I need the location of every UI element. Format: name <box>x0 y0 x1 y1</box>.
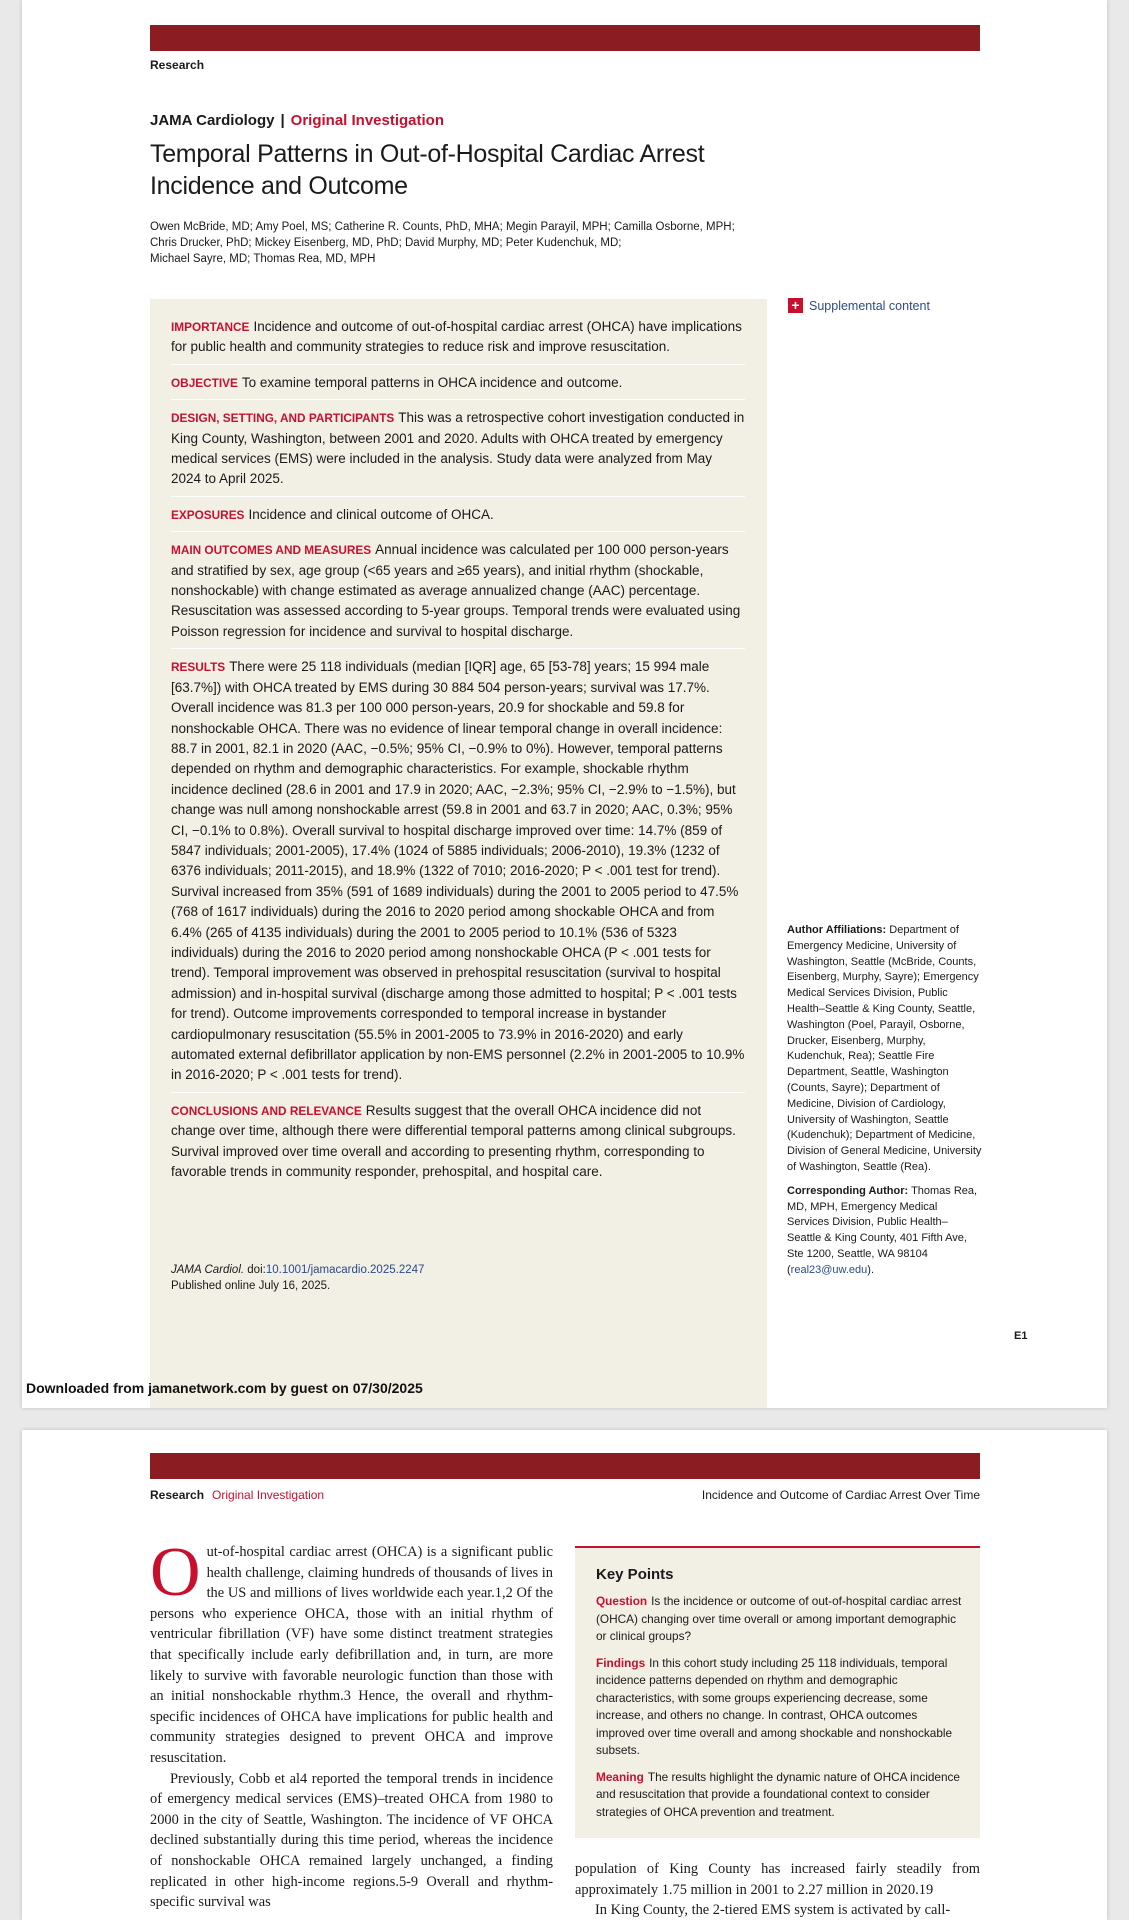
running-header-left <box>150 1488 324 1502</box>
abstract-outcomes <box>171 540 745 649</box>
abstract-conclusions <box>171 1101 745 1189</box>
header-bar <box>150 1453 980 1479</box>
download-note: Downloaded from jamanetwork.com by guest on 07/30/2025 <box>26 1380 423 1396</box>
published-date: Published online July 16, 2025. <box>171 1280 331 1292</box>
abstract-importance <box>171 317 745 365</box>
section-label: Research <box>150 58 205 72</box>
corresponding-text: Thomas Rea, MD, MPH, Emergency Medical Services Division, Public Health–Seattle & King County, 401 Fifth Ave, Ste 1200, Seattle, WA 98104 <box>787 1184 978 1260</box>
key-point-meaning <box>596 1769 964 1822</box>
body-column-right <box>575 1859 980 1920</box>
supplemental-label: Supplemental content <box>809 298 930 313</box>
key-point-heading: Findings <box>596 1655 646 1670</box>
abstract-objective <box>171 373 745 400</box>
abstract-exposures <box>171 505 745 532</box>
article-title: Temporal Patterns in Out-of-Hospital Cardiac Arrest Incidence and Outcome <box>150 140 705 200</box>
abstract-text: This was a retrospective cohort investigation conducted in King County, Washington, between 2001 and 2020. Adults with OHCA treated by emergency medical services (EMS) were included in the analysis. Study data were analyzed from May 2024 to April 2025. <box>171 410 745 487</box>
key-point-findings <box>596 1655 964 1760</box>
affiliations-text: Department of Emergency Medicine, University of Washington, Seattle (McBride, Counts, Eisenberg, Murphy, Sayre); Emergency Medical Services Division, Public Health–Seattle & King County, Seattle, Washington (Poel, Parayil, Osborne, Drucker, Eisenberg, Murphy, Kudenchuk, Rea); Seattle Fire Department, Seattle, Washington (Counts, Sayre); Department of Medicine, Division of Cardiology, University of Washington, Seattle (Kudenchuk); Department of Medicine, Division of General Medicine, University of Washington, Seattle (Rea). <box>787 924 982 1173</box>
affiliations-heading: Author Affiliations: <box>787 924 887 936</box>
abstract-design <box>171 408 745 497</box>
key-point-question <box>596 1593 964 1646</box>
body-paragraph: Previously, Cobb et al4 reported the temporal trends in incidence of emergency medical services (EMS)–treated OHCA from 1980 to 2000 in the city of Seattle, Washington. The incidence of VF OHCA declined substantially during this time period, whereas the incidence of nonshockable OHCA remained largely unchanged, a finding replicated in other high-income regions.5-9 Overall and rhythm-specific survival was <box>150 1770 553 1911</box>
abstract-heading: MAIN OUTCOMES AND MEASURES <box>171 543 372 558</box>
abstract-heading: DESIGN, SETTING, AND PARTICIPANTS <box>171 411 395 426</box>
drop-cap: O <box>150 1534 201 1611</box>
abstract-text: There were 25 118 individuals (median [IQR] age, 65 [53-78] years; 15 994 male [63.7%]) with OHCA treated by EMS during 30 884 504 person-years; survival was 17.7%. Overall incidence was 81.3 per 100 000 person-years, 20.9 for shockable and 59.8 for nonshockable OHCA. There was no evidence of linear temporal change in overall incidence: 88.7 in 2001, 82.1 in 2020 (AAC, −0.5%; 95% CI, −0.9% to 0%). However, temporal patterns depended on rhythm and demographic characteristics. For example, shockable rhythm incidence declined (28.6 in 2001 and 17.9 in 2020; AAC, −2.3%; 95% CI, −2.9% to −1.5%), but change was null among nonshockable arrest (59.8 in 2001 and 63.7 in 2020; AAC, 0.3%; 95% CI, −0.1% to 0.8%). Overall survival to hospital discharge improved over time: 14.7% (859 of 5847 individuals; 2001-2005), 17.4% (1024 of 5885 individuals; 2006-2010), 19.3% (1232 of 6376 individuals; 2011-2015), and 18.9% (1322 of 7010; 2016-2020; P < .001 test for trend). Survival increased from 35% (591 of 1689 individuals) during the 2001 to 2005 period to 47.5% (768 of 1617 individuals) during the 2016 to 2020 period among shockable OHCA and from 6.4% (265 of 4135 individuals) during the 2001 to 2005 period to 10.1% (536 of 5323 individuals) during the 2016 to 2020 period among nonshockable OHCA (P < .001 tests for trend). Temporal improvement was observed in prehospital resuscitation (survival to hospital admission) and in-hospital survival (discharge among those admitted to hospital; P < .001 tests for trend). Outcome improvements corresponded to temporal increase in bystander cardiopulmonary resuscitation (55.5% in 2001-2005 to 73.9% in 2016-2020) and early automated external defibrillator application by non-EMS personnel (2.2% in 2001-2005 to 10.9% in 2016-2020; P < .001 tests for trend). <box>171 659 745 1083</box>
abstract-text: Results suggest that the overall OHCA incidence did not change over time, although there were differential temporal patterns among clinical subgroups. Survival improved over time overall and according to presenting rhythm, corresponding to favorable trends in community responder, prehospital, and hospital care. <box>171 1102 736 1180</box>
key-point-text: Is the incidence or outcome of out-of-hospital cardiac arrest (OHCA) changing over time overall or among important demographic or clinical groups? <box>596 1594 962 1643</box>
citation <box>171 1262 424 1294</box>
abstract <box>150 299 767 1408</box>
body-paragraph: population of King County has increased fairly steadily from approximately 1.75 million in 2001 to 2.27 million in 2020.19 <box>575 1861 980 1898</box>
abstract-heading: OBJECTIVE <box>171 375 238 390</box>
key-point-heading: Question <box>596 1594 648 1608</box>
author-line: Owen McBride, MD; Amy Poel, MS; Catherine R. Counts, PhD, MHA; Megin Parayil, MPH; Camilla Osborne, MPH; <box>150 221 735 233</box>
key-point-heading: Meaning <box>596 1769 644 1784</box>
abstract-text: Annual incidence was calculated per 100 000 person-years and stratified by sex, age group (<65 years and ≥65 years), and initial rhythm (shockable, nonshockable) with change estimated as average annualized change (AAC) percentage. Resuscitation was assessed according to 5-year groups. Temporal trends were evaluated using Poisson regression for incidence and survival to hospital discharge. <box>171 542 741 639</box>
intro-paragraph <box>150 1534 553 1769</box>
body-column-left <box>150 1534 553 1913</box>
body-paragraph: In King County, the 2-tiered EMS system is activated by call- <box>595 1902 951 1919</box>
supplemental-content-link[interactable] <box>788 298 930 313</box>
header-bar <box>150 25 980 51</box>
page-1 <box>22 0 1107 1408</box>
author-list <box>150 219 790 267</box>
key-point-text: In this cohort study including 25 118 individuals, temporal incidence patterns depended on rhythm and demographic characteristics, with some groups experiencing decrease, some increase, and others no change. In contrast, OHCA outcomes improved over time overall and among shockable and nonshockable subsets. <box>596 1655 953 1757</box>
running-header-right: Incidence and Outcome of Cardiac Arrest Over Time <box>701 1488 980 1502</box>
abstract-text: Incidence and outcome of out-of-hospital cardiac arrest (OHCA) have implications for public health and community strategies to reduce risk and improve resuscitation. <box>171 319 742 355</box>
key-points-title: Key Points <box>596 1566 674 1583</box>
key-point-text: The results highlight the dynamic nature of OHCA incidence and resuscitation that provide a foundational context to consider strategies of OHCA prevention and treatment. <box>596 1769 960 1819</box>
header-article-type: Original Investigation <box>212 1488 325 1502</box>
journal-separator: | <box>280 112 285 129</box>
abstract-heading: IMPORTANCE <box>171 320 250 334</box>
citation-doi-label: doi: <box>247 1264 266 1276</box>
author-affiliations: Author Affiliations: Department of Emergency Medicine, University of Washington, Seattle (McBride, Counts, Eisenberg, Murphy, Sayre); Emergency Medical Services Division, Public Health–Seattle & King County, Seattle, Washington (Poel, Parayil, Osborne, Drucker, Eisenberg, Murphy, Kudenchuk, Rea); Seattle Fire Department, Seattle, Washington (Counts, Sayre); Department of Medicine, Division of Cardiology, University of Washington, Seattle (Kudenchuk); Department of Medicine, Division of General Medicine, University of Washington, Seattle (Rea). Corresponding Author: Thomas Rea, MD, MPH, Emergency Medical Services Division, Public Health–Seattle & King County, 401 Fifth Ave, Ste 1200, Seattle, WA 98104 (real23@uw.edu). <box>787 924 982 1276</box>
citation-journal: JAMA Cardiol. <box>171 1264 245 1276</box>
abstract-results <box>171 657 745 1093</box>
abstract-text: To examine temporal patterns in OHCA incidence and outcome. <box>241 374 623 390</box>
page-number: E1 <box>1014 1330 1028 1342</box>
email-link[interactable]: real23@uw.edu <box>790 1263 868 1276</box>
journal-line <box>150 112 444 129</box>
abstract-text: Incidence and clinical outcome of OHCA. <box>248 506 494 522</box>
journal-name: JAMA Cardiology <box>150 112 275 129</box>
paragraph-text: ut-of-hospital cardiac arrest (OHCA) is a significant public health challenge, claiming hundreds of thousands of lives in the US and millions of lives worldwide each year.1,2 Of the persons who experience OHCA, those with an initial rhythm of ventricular fibrillation (VF) have some distinct treatment strategies that specifically include early defibrillation and, in turn, are more likely to survive with favorable neurologic function than those with an initial nonshockable rhythm.3 Hence, the overall and rhythm-specific incidences of OHCA have implications for public health and community strategies designed to prevent OHCA and improve resuscitation. <box>150 1544 553 1766</box>
doi-link[interactable]: 10.1001/jamacardio.2025.2247 <box>265 1264 425 1276</box>
author-line: Michael Sayre, MD; Thomas Rea, MD, MPH <box>150 253 376 265</box>
article-type: Original Investigation <box>290 112 445 129</box>
abstract-heading: CONCLUSIONS AND RELEVANCE <box>171 1103 362 1118</box>
page-2 <box>22 1430 1107 1920</box>
author-line: Chris Drucker, PhD; Mickey Eisenberg, MD, PhD; David Murphy, MD; Peter Kudenchuk, MD; <box>150 237 622 249</box>
header-research: Research <box>150 1488 205 1502</box>
key-points-box <box>575 1546 980 1838</box>
abstract-heading: EXPOSURES <box>171 507 245 522</box>
corresponding-heading: Corresponding Author: <box>787 1184 909 1197</box>
plus-icon: + <box>788 298 803 313</box>
abstract-heading: RESULTS <box>171 660 226 675</box>
